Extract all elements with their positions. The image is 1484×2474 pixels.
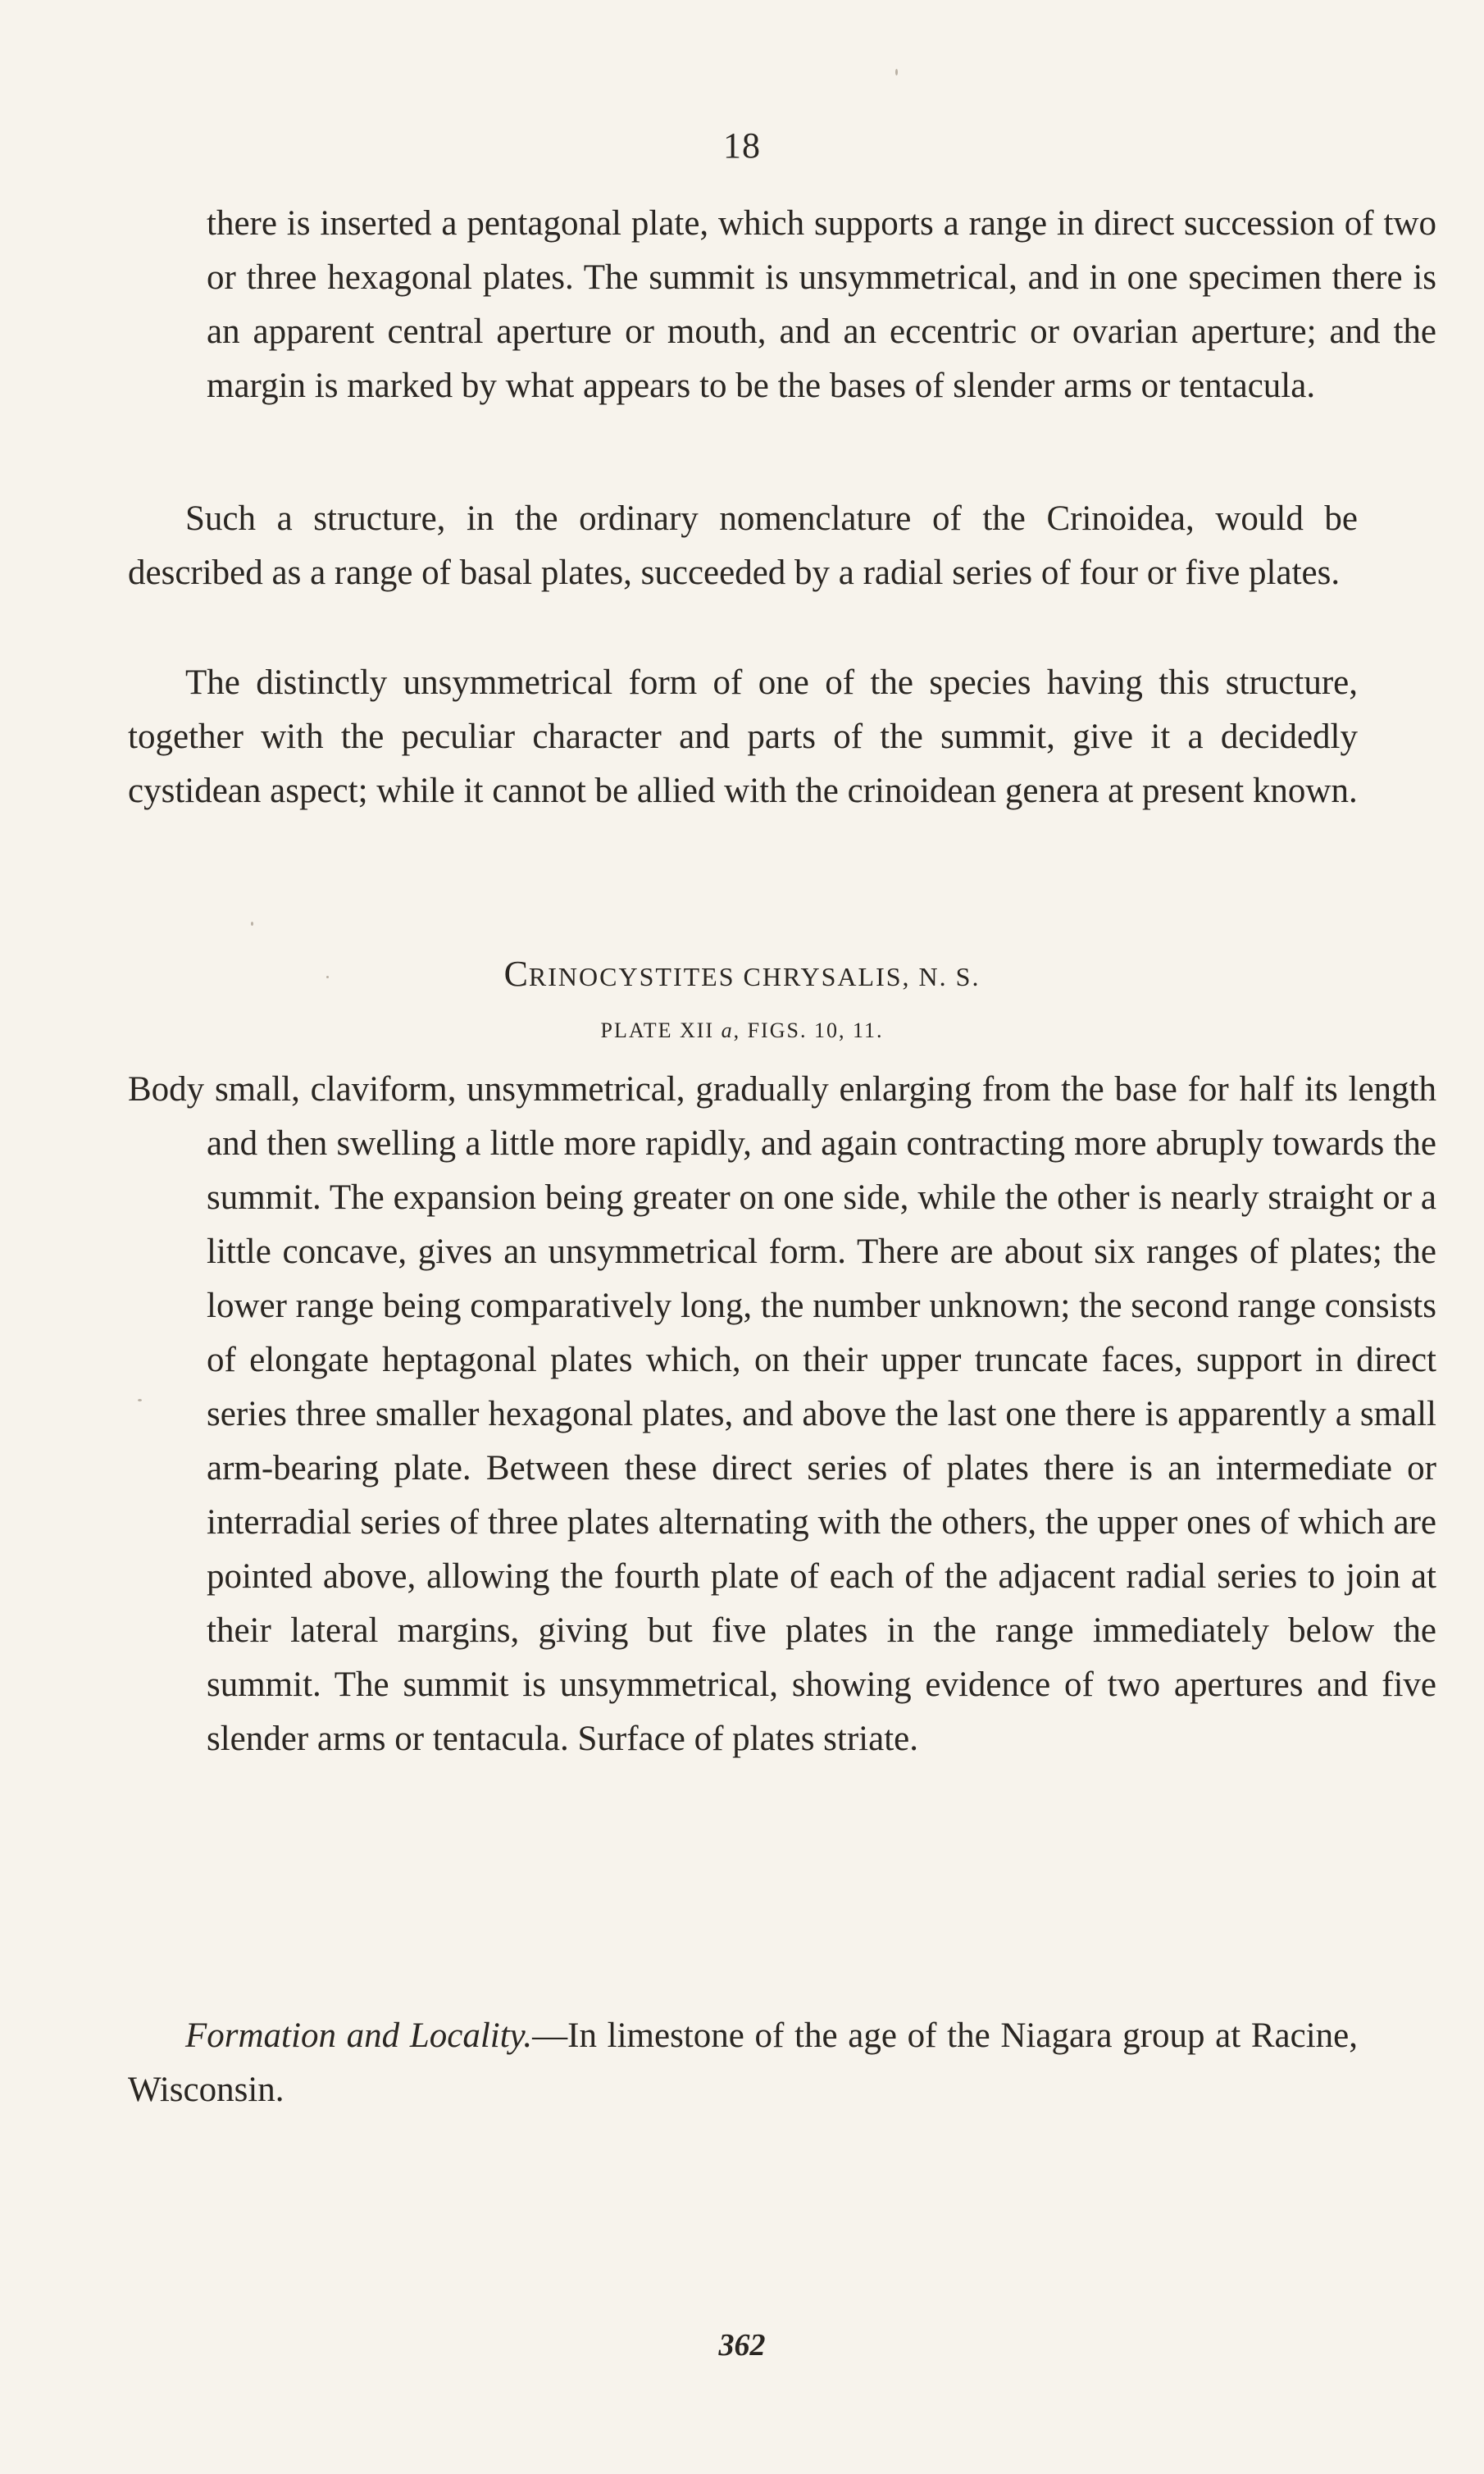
footer-page-mark: 362 bbox=[718, 2328, 766, 2362]
plate-reference-italic: a bbox=[721, 1018, 734, 1042]
paper-speck bbox=[138, 1399, 142, 1401]
formation-text: —In limestone of the age of the Niagara group at Racine, Wisconsin. bbox=[128, 2016, 1359, 2109]
paper-speck bbox=[326, 976, 329, 978]
species-heading bbox=[0, 953, 1484, 995]
species-heading-initial: C bbox=[503, 954, 529, 994]
formation-locality bbox=[128, 2009, 1358, 2117]
paper-speck bbox=[895, 69, 898, 75]
plate-reference bbox=[0, 1018, 1484, 1043]
paragraph-continuation: there is inserted a pentagonal plate, which supports a range in direct succession of two or three hexagonal plates. The summit is unsymmetrical, and in one specimen there is an apparent central aperture or mouth, and an eccentric or ovarian aperture; and the margin is marked by what appears to be the bases of slender arms or tentacula. bbox=[207, 204, 1436, 405]
species-heading-rest: RINOCYSTITES CHRYSALIS, N. S. bbox=[528, 962, 981, 991]
plate-reference-suffix: , FIGS. 10, 11. bbox=[733, 1018, 884, 1042]
paper-speck bbox=[251, 922, 253, 926]
page-number: 18 bbox=[723, 125, 761, 166]
paragraph-form: The distinctly unsymmetrical form of one of the species having this structure, together with the peculiar character and parts of the summit, give it a decidedly cystidean aspect; while it cannot be allied with the crinoidean genera at present known. bbox=[128, 663, 1358, 810]
species-description: Body small, claviform, unsymmetrical, gradually enlarging from the base for half its length and then swelling a little more rapidly, and again contracting more abruply towards the summit. The expansion being greater on one side, while the other is nearly straight or a little concave, gives an unsymmetrical form. There are about six ranges of plates; the lower range being comparatively long, the number unknown; the second range consists of elongate heptagonal plates which, on their upper truncate faces, support in direct series three smaller hexagonal plates, and above the last one there is apparently a small arm-bearing plate. Between these direct series of plates there is an intermediate or interradial series of three plates alternating with the others, the upper ones of which are pointed above, allowing the fourth plate of each of the adjacent radial series to join at their lateral margins, giving but five plates in the range immediately below the summit. The summit is unsymmetrical, showing evidence of two apertures and five slender arms or tentacula. Surface of plates striate. bbox=[128, 1070, 1436, 1758]
paragraph-structure: Such a structure, in the ordinary nomenclature of the Crinoidea, would be described as a range of basal plates, succeeded by a radial series of four or five plates. bbox=[128, 499, 1358, 592]
formation-label: Formation and Locality. bbox=[185, 2016, 533, 2055]
plate-reference-prefix: PLATE XII bbox=[600, 1018, 722, 1042]
